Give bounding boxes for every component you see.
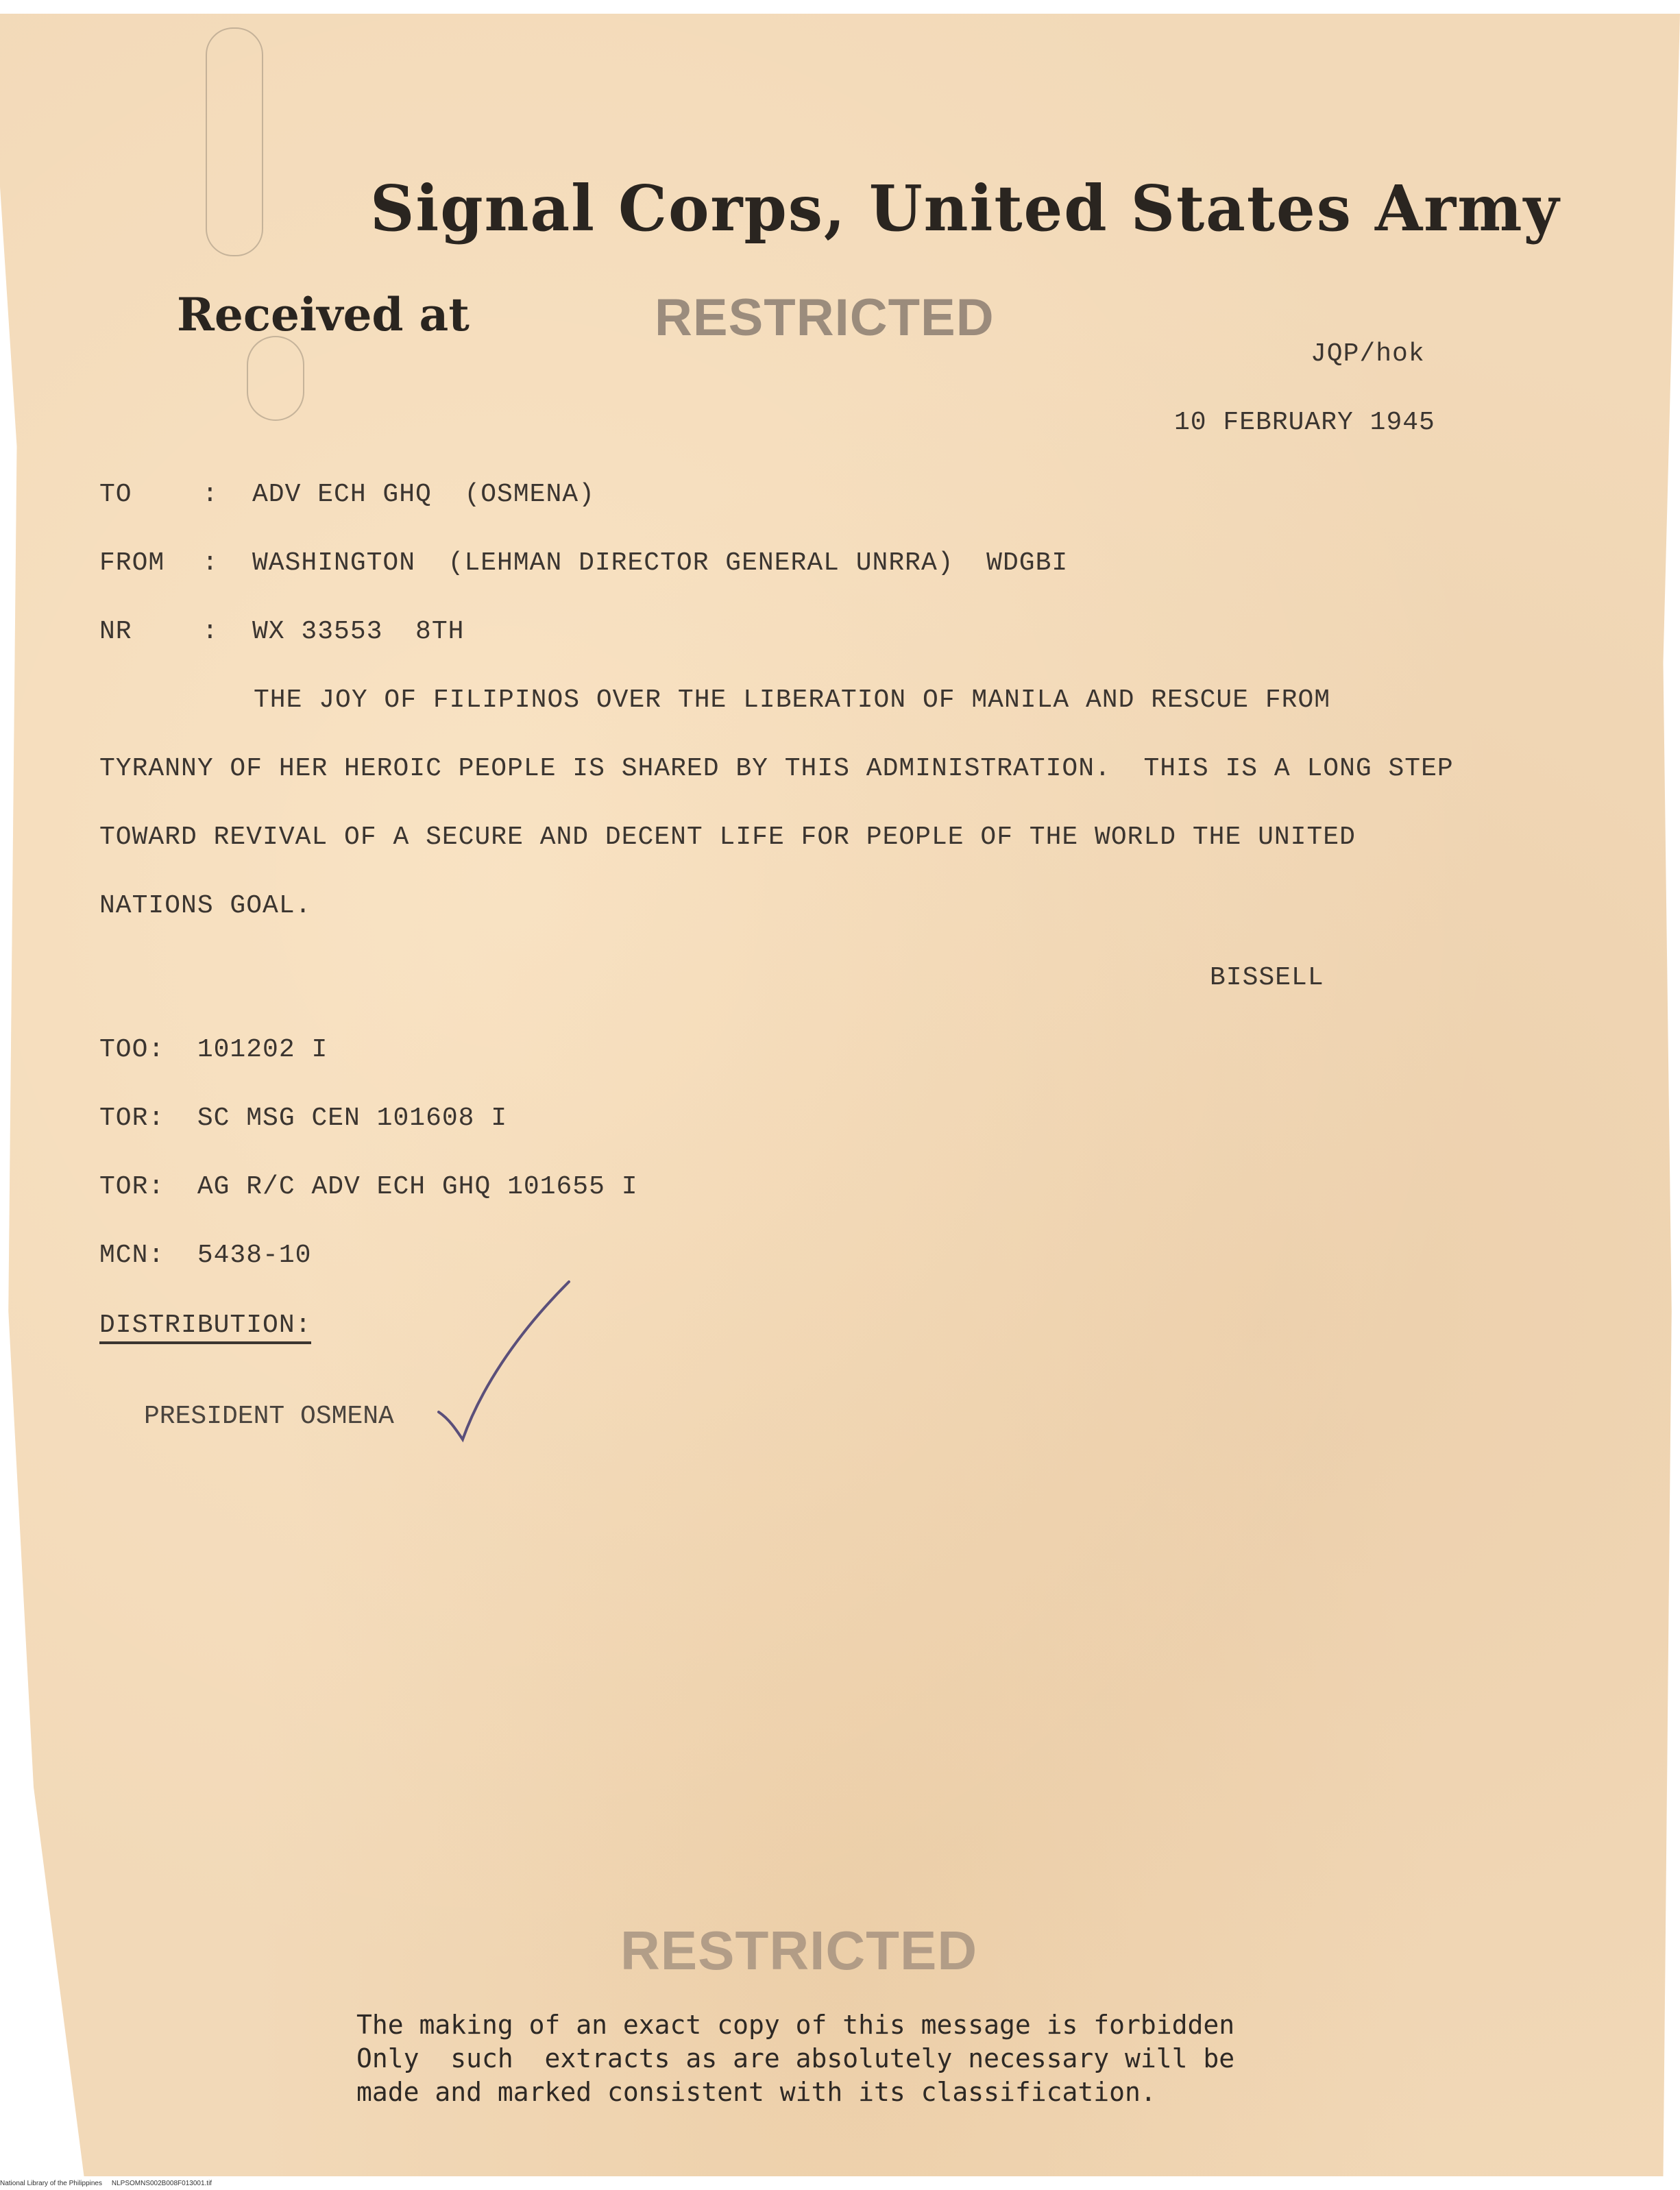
received-at-label: Received at xyxy=(177,288,470,341)
nr-colon: : xyxy=(202,617,219,646)
nr-label: NR xyxy=(99,617,132,646)
reference-code: JQP/hok xyxy=(1311,339,1425,369)
restricted-stamp-top: RESTRICTED xyxy=(655,289,995,347)
notice-line: made and marked consistent with its classification. xyxy=(356,2077,1156,2107)
to-value: ADV ECH GHQ (OSMENA) xyxy=(252,480,595,509)
to-label: TO xyxy=(99,480,132,509)
masthead-title: Signal Corps, United States Army xyxy=(370,171,1561,245)
body-line: TOWARD REVIVAL OF A SECURE AND DECENT LIFE FOR PEOPLE OF THE WORLD THE UNITED xyxy=(99,823,1356,852)
restricted-stamp-bottom: RESTRICTED xyxy=(620,1920,978,1981)
meta-line-tor-ag: TOR: AG R/C ADV ECH GHQ 101655 I xyxy=(99,1172,638,1202)
distribution-label: DISTRIBUTION: xyxy=(99,1311,311,1344)
to-colon: : xyxy=(202,480,219,509)
nr-value: WX 33553 8TH xyxy=(252,617,465,646)
body-line: TYRANNY OF HER HEROIC PEOPLE IS SHARED BY THIS ADMINISTRATION. THIS IS A LONG STEP xyxy=(99,754,1454,783)
body-line: NATIONS GOAL. xyxy=(99,891,312,921)
signature: BISSELL xyxy=(1210,963,1324,993)
punch-mark xyxy=(247,336,304,421)
meta-line-too: TOO: 101202 I xyxy=(99,1035,328,1064)
from-value: WASHINGTON (LEHMAN DIRECTOR GENERAL UNRRA) WDGBI xyxy=(252,548,1069,578)
checkmark-icon xyxy=(432,1275,583,1453)
classification-notice xyxy=(356,2008,1350,2109)
notice-line: Only such extracts as are absolutely necessary will be xyxy=(356,2043,1235,2073)
body-line: THE JOY OF FILIPINOS OVER THE LIBERATION OF MANILA AND RESCUE FROM xyxy=(254,685,1331,715)
punch-mark xyxy=(206,27,263,256)
distribution-recipient: PRESIDENT OSMENA xyxy=(144,1402,394,1431)
message-date: 10 FEBRUARY 1945 xyxy=(1174,408,1435,437)
from-colon: : xyxy=(202,548,219,578)
meta-line-tor-sc: TOR: SC MSG CEN 101608 I xyxy=(99,1104,508,1133)
archive-footer: National Library of the Philippines NLPSOMNS002B008F013001.tif xyxy=(0,2180,212,2187)
from-label: FROM xyxy=(99,548,165,578)
notice-line: The making of an exact copy of this message is forbidden xyxy=(356,2010,1235,2040)
meta-line-mcn: MCN: 5438-10 xyxy=(99,1241,312,1270)
